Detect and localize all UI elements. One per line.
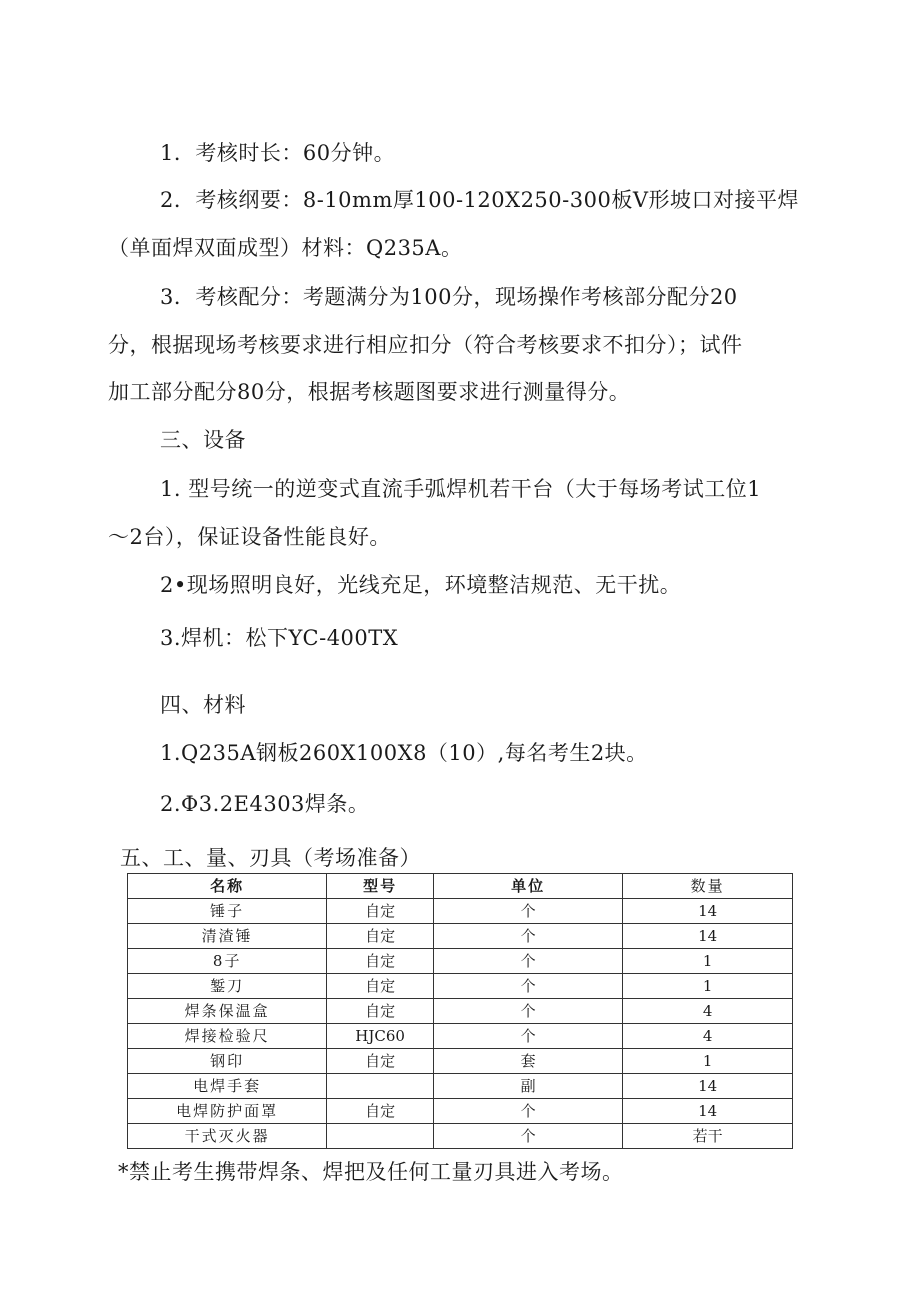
cell-model [327,1124,433,1149]
cell-model: 自定 [327,1049,433,1074]
table-row [128,999,793,1024]
cell-quantity: 1 [623,949,793,974]
cell-quantity: 14 [623,924,793,949]
cell-quantity: 1 [623,1049,793,1074]
tools-table [127,873,793,1149]
assessment-item-2-line-2: （单面焊双面成型）材料：Q235A。 [108,236,463,260]
cell-unit: 副 [433,1074,622,1099]
cell-model: 自定 [327,924,433,949]
cell-model: 自定 [327,999,433,1024]
cell-unit: 个 [433,1124,622,1149]
table-row [128,1099,793,1124]
cell-quantity: 若干 [623,1124,793,1149]
table-row [128,1024,793,1049]
equipment-item-3: 3.焊机：松下YC-400TX [160,626,399,650]
table-header-row [128,874,793,899]
table-row [128,899,793,924]
table-row [128,924,793,949]
assessment-item-3-line-2: 分，根据现场考核要求进行相应扣分（符合考核要求不扣分）；试件 [108,333,743,357]
cell-name: 电焊防护面罩 [128,1099,327,1124]
cell-quantity: 4 [623,1024,793,1049]
materials-heading: 四、材料 [160,693,246,717]
cell-quantity: 14 [623,1099,793,1124]
cell-quantity: 4 [623,999,793,1024]
cell-model: HJC60 [327,1024,433,1049]
cell-name: 焊接检验尺 [128,1024,327,1049]
materials-item-1: 1.Q235A钢板260X100X8（10）,每名考生2块。 [160,741,648,765]
cell-model: 自定 [327,974,433,999]
cell-unit: 个 [433,899,622,924]
header-quantity: 数量 [623,874,793,899]
cell-unit: 个 [433,1099,622,1124]
cell-unit: 套 [433,1049,622,1074]
cell-unit: 个 [433,949,622,974]
materials-item-2: 2.Φ3.2E4303焊条。 [160,792,370,816]
assessment-item-3-line-3: 加工部分配分80分，根据考核题图要求进行测量得分。 [108,380,631,404]
cell-name: 锤子 [128,899,327,924]
cell-unit: 个 [433,974,622,999]
tools-heading: 五、工、量、刃具（考场准备） [120,846,421,870]
equipment-heading: 三、设备 [160,428,246,452]
cell-unit: 个 [433,1024,622,1049]
assessment-item-1: 1．考核时长：60分钟。 [160,141,396,165]
cell-model: 自定 [327,1099,433,1124]
header-model: 型号 [327,874,433,899]
cell-name: 8子 [128,949,327,974]
cell-model [327,1074,433,1099]
tools-note: *禁止考生携带焊条、焊把及任何工量刃具进入考场。 [118,1160,624,1184]
cell-name: 錾刀 [128,974,327,999]
equipment-item-1-line-1: 1. 型号统一的逆变式直流手弧焊机若干台（大于每场考试工位1 [160,477,762,501]
header-name: 名称 [128,874,327,899]
cell-name: 清渣锤 [128,924,327,949]
table-row [128,949,793,974]
cell-quantity: 1 [623,974,793,999]
cell-quantity: 14 [623,899,793,924]
cell-name: 电焊手套 [128,1074,327,1099]
cell-quantity: 14 [623,1074,793,1099]
cell-name: 钢印 [128,1049,327,1074]
equipment-item-2: 2•现场照明良好，光线充足，环境整洁规范、无干扰。 [160,573,682,597]
assessment-item-2-line-1: 2．考核纲要：8-10mm厚100-120X250-300板V形坡口对接平焊 [160,188,800,212]
cell-unit: 个 [433,999,622,1024]
cell-model: 自定 [327,899,433,924]
assessment-item-3-line-1: 3．考核配分：考题满分为100分，现场操作考核部分配分20 [160,285,738,309]
cell-model: 自定 [327,949,433,974]
table-row [128,974,793,999]
table-row [128,1124,793,1149]
table-row [128,1049,793,1074]
cell-name: 焊条保温盒 [128,999,327,1024]
cell-unit: 个 [433,924,622,949]
cell-name: 干式灭火器 [128,1124,327,1149]
equipment-item-1-line-2: ～2台），保证设备性能良好。 [108,525,391,549]
table-row [128,1074,793,1099]
header-unit: 单位 [433,874,622,899]
